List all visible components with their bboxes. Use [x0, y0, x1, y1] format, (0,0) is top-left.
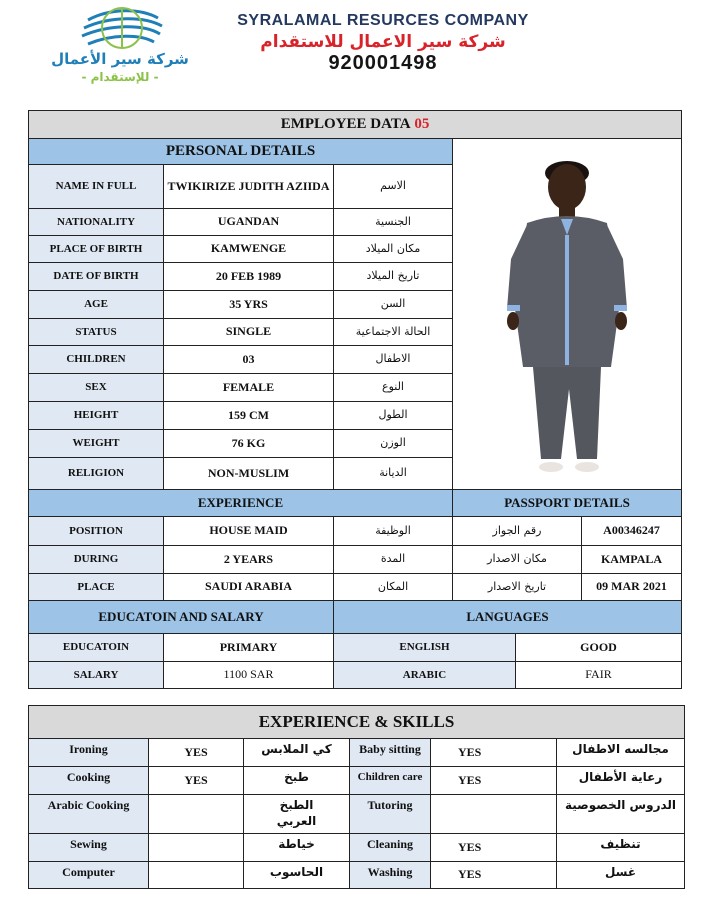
skill-value-sewing [148, 833, 244, 862]
skill-label-washing: Washing [349, 861, 431, 889]
skill-value-computer [148, 861, 244, 889]
value-passport-number: A00346247 [581, 516, 682, 546]
label-nationality: NATIONALITY [28, 208, 164, 236]
logo-arabic-name: شركة سير الأعمال [51, 50, 189, 68]
skill-arabic-baby-sitting: مجالسه الاطفال [556, 738, 685, 767]
letterhead [0, 0, 708, 100]
value-date-of-birth: 20 FEB 1989 [163, 262, 334, 291]
skill-value-children-care: YES [430, 766, 557, 795]
label-education: EDUCATOIN [28, 633, 164, 662]
skill-label-children-care: Children care [349, 766, 431, 795]
skill-arabic-computer: الحاسوب [243, 861, 350, 889]
arabic-label-position: الوظيفة [333, 516, 453, 546]
value-name: TWIKIRIZE JUDITH AZIIDA [163, 164, 334, 209]
label-weight: WEIGHT [28, 429, 164, 458]
skill-value-tutoring [430, 794, 557, 834]
label-during: DURING [28, 545, 164, 574]
value-weight: 76 KG [163, 429, 334, 458]
value-during: 2 YEARS [163, 545, 334, 574]
arabic-label-weight: الوزن [333, 429, 453, 458]
label-place-of-birth: PLACE OF BIRTH [28, 235, 164, 263]
value-status: SINGLE [163, 318, 334, 346]
logo-arabic-sub: - للإستقدام - [81, 70, 159, 84]
company-name-en: SYRALAMAL RESURCES COMPANY [237, 12, 529, 29]
arabic-label-sex: النوع [333, 373, 453, 402]
arabic-label-place: المكان [333, 573, 453, 601]
value-english: GOOD [515, 633, 682, 662]
skill-value-cleaning: YES [430, 833, 557, 862]
skill-value-arabic-cooking [148, 794, 244, 834]
languages-heading: LANGUAGES [333, 600, 682, 634]
label-place: PLACE [28, 573, 164, 601]
label-position: POSITION [28, 516, 164, 546]
skill-label-ironing: Ironing [28, 738, 149, 767]
arabic-label-date-of-birth: تاريخ الميلاد [333, 262, 453, 291]
label-religion: RELIGION [28, 457, 164, 490]
label-height: HEIGHT [28, 401, 164, 430]
skill-label-cleaning: Cleaning [349, 833, 431, 862]
skill-arabic-arabic-cooking: الطبخ العربي [243, 794, 350, 834]
value-nationality: UGANDAN [163, 208, 334, 236]
skill-value-baby-sitting: YES [430, 738, 557, 767]
value-children: 03 [163, 345, 334, 374]
label-age: AGE [28, 290, 164, 319]
label-date-of-birth: DATE OF BIRTH [28, 262, 164, 291]
skill-label-arabic-cooking: Arabic Cooking [28, 794, 149, 834]
value-height: 159 CM [163, 401, 334, 430]
value-education: PRIMARY [163, 633, 334, 662]
skill-arabic-cleaning: تنظيف [556, 833, 685, 862]
skill-label-sewing: Sewing [28, 833, 149, 862]
person-photo-icon [453, 139, 681, 489]
skill-label-cooking: Cooking [28, 766, 149, 795]
skill-arabic-ironing: كي الملابس [243, 738, 350, 767]
arabic-label-status: الحالة الاجتماعية [333, 318, 453, 346]
value-arabic: FAIR [515, 661, 682, 689]
arabic-label-age: السن [333, 290, 453, 319]
label-english: ENGLISH [333, 633, 516, 662]
value-place: SAUDI ARABIA [163, 573, 334, 601]
label-children: CHILDREN [28, 345, 164, 374]
arabic-label-passport-number: رقم الجواز [452, 516, 582, 546]
label-name: NAME IN FULL [28, 164, 164, 209]
arabic-label-during: المدة [333, 545, 453, 574]
arabic-label-children: الاطفال [333, 345, 453, 374]
skill-label-computer: Computer [28, 861, 149, 889]
value-salary: 1100 SAR [163, 661, 334, 689]
arabic-label-place-of-issue: مكان الاصدار [452, 545, 582, 574]
company-phone: 920001498 [328, 52, 438, 74]
value-position: HOUSE MAID [163, 516, 334, 546]
arabic-label-place-of-birth: مكان الميلاد [333, 235, 453, 263]
skill-value-washing: YES [430, 861, 557, 889]
company-name-ar: شركة سير الاعمال للاستقدام [260, 32, 506, 52]
skill-arabic-cooking: طبخ [243, 766, 350, 795]
employee-number: 05 [414, 115, 430, 132]
value-age: 35 YRS [163, 290, 334, 319]
skill-value-cooking: YES [148, 766, 244, 795]
passport-heading: PASSPORT DETAILS [452, 489, 682, 517]
value-sex: FEMALE [163, 373, 334, 402]
arabic-label-height: الطول [333, 401, 453, 430]
employee-data-title [28, 110, 682, 139]
value-place-of-birth: KAMWENGE [163, 235, 334, 263]
skill-label-tutoring: Tutoring [349, 794, 431, 834]
arabic-label-name: الاسم [333, 164, 453, 209]
skills-heading: EXPERIENCE & SKILLS [28, 705, 685, 739]
skill-arabic-tutoring: الدروس الخصوصية [556, 794, 685, 834]
arabic-label-date-of-issue: تاريخ الاصدار [452, 573, 582, 601]
skill-label-baby-sitting: Baby sitting [349, 738, 431, 767]
label-status: STATUS [28, 318, 164, 346]
label-salary: SALARY [28, 661, 164, 689]
skill-arabic-children-care: رعاية الأطفال [556, 766, 685, 795]
label-sex: SEX [28, 373, 164, 402]
company-logo [40, 6, 200, 92]
value-religion: NON-MUSLIM [163, 457, 334, 490]
employee-photo [452, 138, 682, 490]
employee-title: EMPLOYEE DATA [280, 115, 411, 132]
experience-heading: EXPERIENCE [28, 489, 453, 517]
skill-arabic-washing: غسل [556, 861, 685, 889]
skill-value-ironing: YES [148, 738, 244, 767]
personal-details-heading: PERSONAL DETAILS [28, 138, 453, 165]
value-place-of-issue: KAMPALA [581, 545, 682, 574]
education-heading: EDUCATOIN AND SALARY [28, 600, 334, 634]
skill-arabic-sewing: خياطة [243, 833, 350, 862]
globe-icon [40, 6, 200, 52]
label-arabic: ARABIC [333, 661, 516, 689]
arabic-label-nationality: الجنسية [333, 208, 453, 236]
value-date-of-issue: 09 MAR 2021 [581, 573, 682, 601]
arabic-label-religion: الديانة [333, 457, 453, 490]
